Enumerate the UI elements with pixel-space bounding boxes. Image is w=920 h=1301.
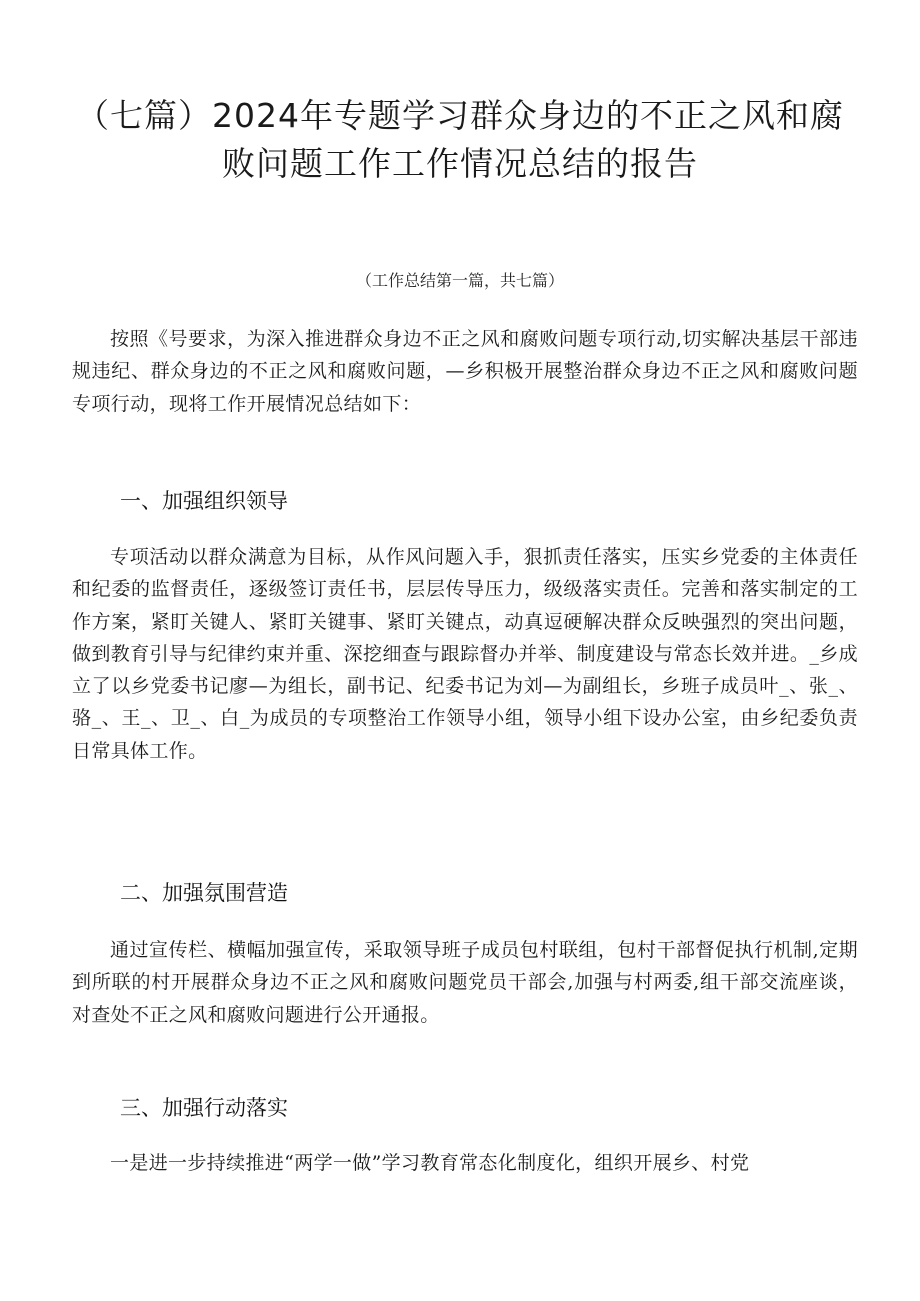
document-title-line-1: （七篇）2024年专题学习群众身边的不正之风和腐 — [76, 96, 844, 135]
document-subtitle: （工作总结第一篇，共七篇） — [355, 271, 564, 290]
intro-paragraph: 按照《号要求，为深入推进群众身边不正之风和腐败问题专项行动,切实解决基层干部违规违纪、群众身边的不正之风和腐败问题，—乡积极开展整治群众身边不正之风和腐败问题专项行动，现将工作开展情况总结如下： — [72, 328, 858, 415]
section-body-3: 一是进一步持续推进“两学一做”学习教育常态化制度化，组织开展乡、村党 — [110, 1152, 750, 1174]
section-body-2: 通过宣传栏、横幅加强宣传，采取领导班子成员包村联组，包村干部督促执行机制,定期到所联的村开展群众身边不正之风和腐败问题党员干部会,加强与村两委,组干部交流座谈，对查处不正之风和腐败问题进行公开通报。 — [72, 939, 858, 1026]
section-heading-3: 三、加强行动落实 — [120, 1096, 288, 1120]
section-body-1: 专项活动以群众满意为目标，从作风问题入手，狠抓责任落实，压实乡党委的主体责任和纪委的监督责任，逐级签订责任书，层层传导压力，级级落实责任。完善和落实制定的工作方案，紧盯关键人、紧盯关键事、紧盯关键点，动真逗硬解决群众反映强烈的突出问题，做到教育引导与纪律约束并重、深挖细查与跟踪督办并举、制度建设与常态长效并进。_乡成立了以乡党委书记廖—为组长，副书记、纪委书记为刘—为副组长，乡班子成员叶_、张_、骆_、王_、卫_、白_为成员的专项整治工作领导小组，领导小组下设办公室，由乡纪委负责日常具体工作。 — [72, 546, 858, 762]
section-heading-2: 二、加强氛围营造 — [120, 881, 288, 905]
section-heading-1: 一、加强组织领导 — [120, 489, 288, 513]
document-title-line-2: 败问题工作工作情况总结的报告 — [222, 144, 698, 183]
